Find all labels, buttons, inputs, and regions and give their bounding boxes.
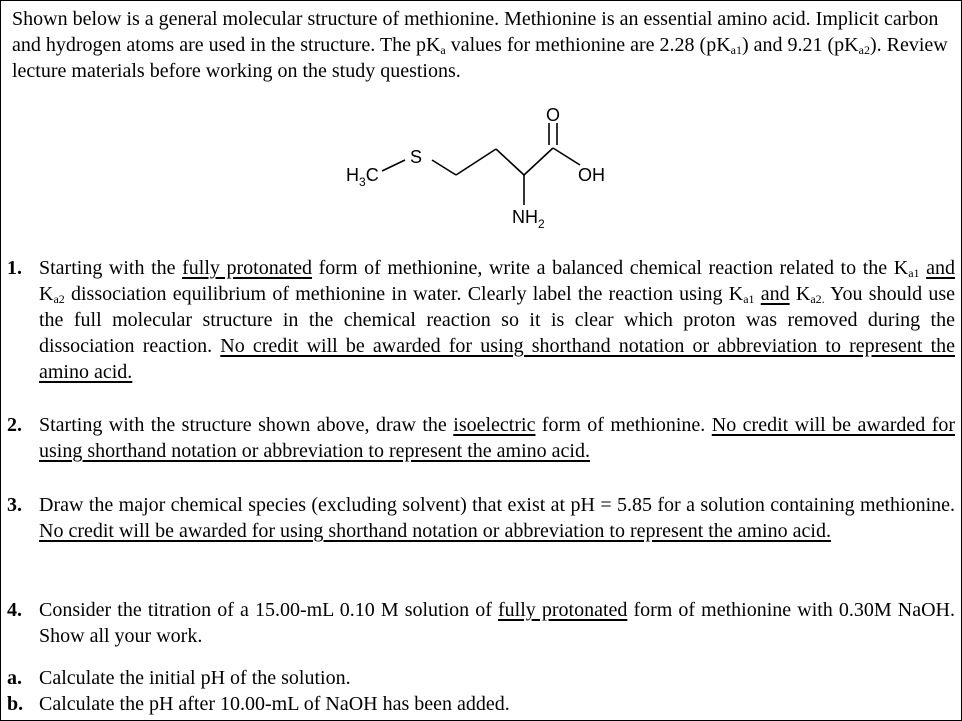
- question-text: Starting with the fully protonated form of methionine, write a balanced chemical reaction related to the $K_{a1}$ and $K_{a2}$ dissociation equilibrium of methionine in water. Clearly label the reaction using $K_{a1}$ and $K_{a2.}$ You should use the full molecular structure in the chemical reaction so it is clear which proton was removed during the dissociation reaction. No credit will be awarded for using shorthand notation or abbreviation to represent the amino acid.: [39, 257, 956, 383]
- question-text: Starting with the structure shown above, draw the isoelectric form of methionine. No credit will be awarded for using shorthand notation or abbreviation to represent the amino acid.: [39, 414, 956, 462]
- subquestion-text: Calculate the initial pH of the solution.: [39, 667, 351, 689]
- bond-c-c1: [456, 149, 496, 175]
- bond-c-c3: [524, 148, 553, 175]
- question-number: 1.: [7, 257, 22, 279]
- h3c-label: $H_3C$: [346, 165, 379, 189]
- hydroxyl-label: OH: [578, 165, 605, 185]
- sulfur-label: S: [410, 147, 423, 167]
- question-text: Draw the major chemical species (excluding solvent) that exist at pH = 5.85 for a solution containing methionine. No credit will be awarded for using shorthand notation or abbreviation to represent the amino acid.: [39, 494, 955, 542]
- bond-c-c2: [496, 149, 524, 175]
- bond-c-oh: [553, 148, 580, 165]
- intro-paragraph: Shown below is a general molecular structure of methionine. Methionine is an essential amino acid. Implicit carbon and hydrogen atoms are used in the structure. The $pK_a$ values for methionine are 2.28 $(pK_{a1})$ and 9.21 $(pK_{a2})$. Review lecture materials before working on the study questions.: [12, 8, 948, 82]
- subquestion-label: a.: [7, 667, 22, 689]
- question-text: Consider the titration of a 15.00-mL 0.10 M solution of fully protonated form of methionine with 0.30M NaOH. Show all your work.: [39, 599, 955, 647]
- amine-label: $NH_2$: [512, 207, 545, 231]
- subquestion-text: Calculate the pH after 10.00-mL of NaOH has been added.: [39, 693, 510, 715]
- question-number: 3.: [7, 494, 22, 516]
- bond-c-s: [382, 160, 405, 171]
- oxygen-label: O: [546, 105, 561, 125]
- bond-s-c: [432, 160, 456, 175]
- question-number: 4.: [7, 599, 22, 621]
- methionine-structure: [340, 105, 630, 240]
- question-number: 2.: [7, 414, 22, 436]
- subquestion-label: b.: [7, 693, 24, 715]
